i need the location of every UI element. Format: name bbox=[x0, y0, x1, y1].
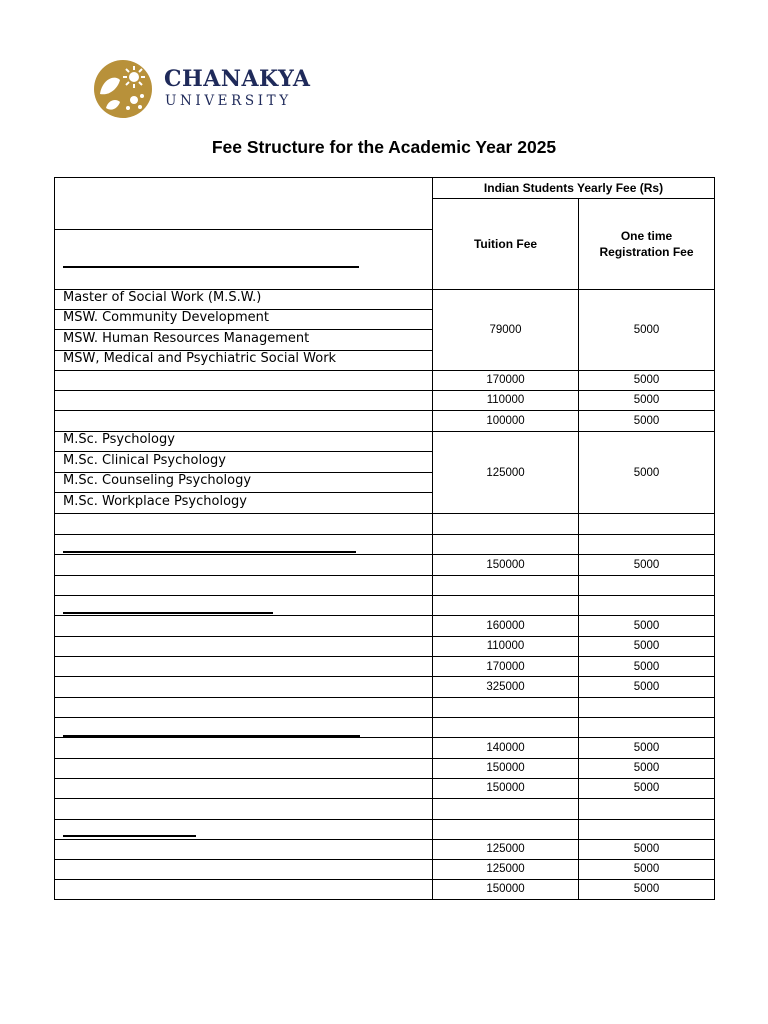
registration-fee: 5000 bbox=[633, 843, 660, 855]
registration-fee: 5000 bbox=[633, 324, 660, 336]
tuition-fee: 325000 bbox=[486, 681, 525, 693]
registration-fee: 5000 bbox=[633, 374, 660, 386]
registration-fee: 5000 bbox=[633, 640, 660, 652]
tuition-fee: 150000 bbox=[486, 559, 525, 571]
registration-fee: 5000 bbox=[633, 863, 660, 875]
tuition-fee: 100000 bbox=[486, 415, 525, 427]
program-name: MSW, Medical and Psychiatric Social Work bbox=[63, 351, 337, 366]
page-title: Fee Structure for the Academic Year 2025 bbox=[211, 137, 557, 157]
program-name: M.Sc. Psychology bbox=[63, 432, 175, 447]
tuition-fee: 79000 bbox=[489, 324, 522, 336]
tuition-fee: 110000 bbox=[486, 640, 525, 652]
tuition-fee: 170000 bbox=[486, 374, 525, 386]
registration-fee: 5000 bbox=[633, 620, 660, 632]
tuition-fee: 125000 bbox=[486, 466, 525, 479]
tuition-fee: 110000 bbox=[486, 394, 525, 406]
university-logo bbox=[92, 60, 312, 120]
brand-subtitle: UNIVERSITY bbox=[165, 93, 292, 109]
tuition-fee: 160000 bbox=[486, 620, 525, 632]
registration-fee-header: One time Registration Fee bbox=[599, 229, 694, 259]
fee-group-header: Indian Students Yearly Fee (Rs) bbox=[483, 181, 664, 195]
tuition-fee: 150000 bbox=[486, 782, 525, 794]
program-name: Master of Social Work (M.S.W.) bbox=[63, 290, 262, 305]
fee-table bbox=[54, 177, 715, 900]
program-name: MSW. Human Resources Management bbox=[63, 331, 310, 346]
registration-fee: 5000 bbox=[633, 394, 660, 406]
tuition-fee: 140000 bbox=[486, 742, 525, 754]
tuition-fee: 125000 bbox=[486, 843, 525, 855]
registration-fee: 5000 bbox=[633, 883, 660, 895]
program-name: M.Sc. Clinical Psychology bbox=[63, 453, 226, 468]
brand-name: CHANAKYA bbox=[164, 66, 311, 92]
registration-fee: 5000 bbox=[633, 681, 660, 693]
registration-fee: 5000 bbox=[633, 742, 660, 754]
registration-fee: 5000 bbox=[633, 466, 660, 479]
program-name: M.Sc. Workplace Psychology bbox=[63, 494, 247, 509]
tuition-fee: 150000 bbox=[486, 762, 525, 774]
registration-fee: 5000 bbox=[633, 661, 660, 673]
tuition-fee: 170000 bbox=[486, 661, 525, 673]
registration-fee: 5000 bbox=[633, 762, 660, 774]
tuition-fee: 125000 bbox=[486, 863, 525, 875]
program-name: M.Sc. Counseling Psychology bbox=[63, 473, 252, 488]
logo-emblem-icon bbox=[92, 60, 156, 118]
registration-fee: 5000 bbox=[633, 559, 660, 571]
registration-fee: 5000 bbox=[633, 782, 660, 794]
tuition-fee: 150000 bbox=[486, 883, 525, 895]
tuition-fee-header: Tuition Fee bbox=[473, 237, 538, 251]
program-name: MSW. Community Development bbox=[63, 310, 269, 325]
registration-fee: 5000 bbox=[633, 415, 660, 427]
